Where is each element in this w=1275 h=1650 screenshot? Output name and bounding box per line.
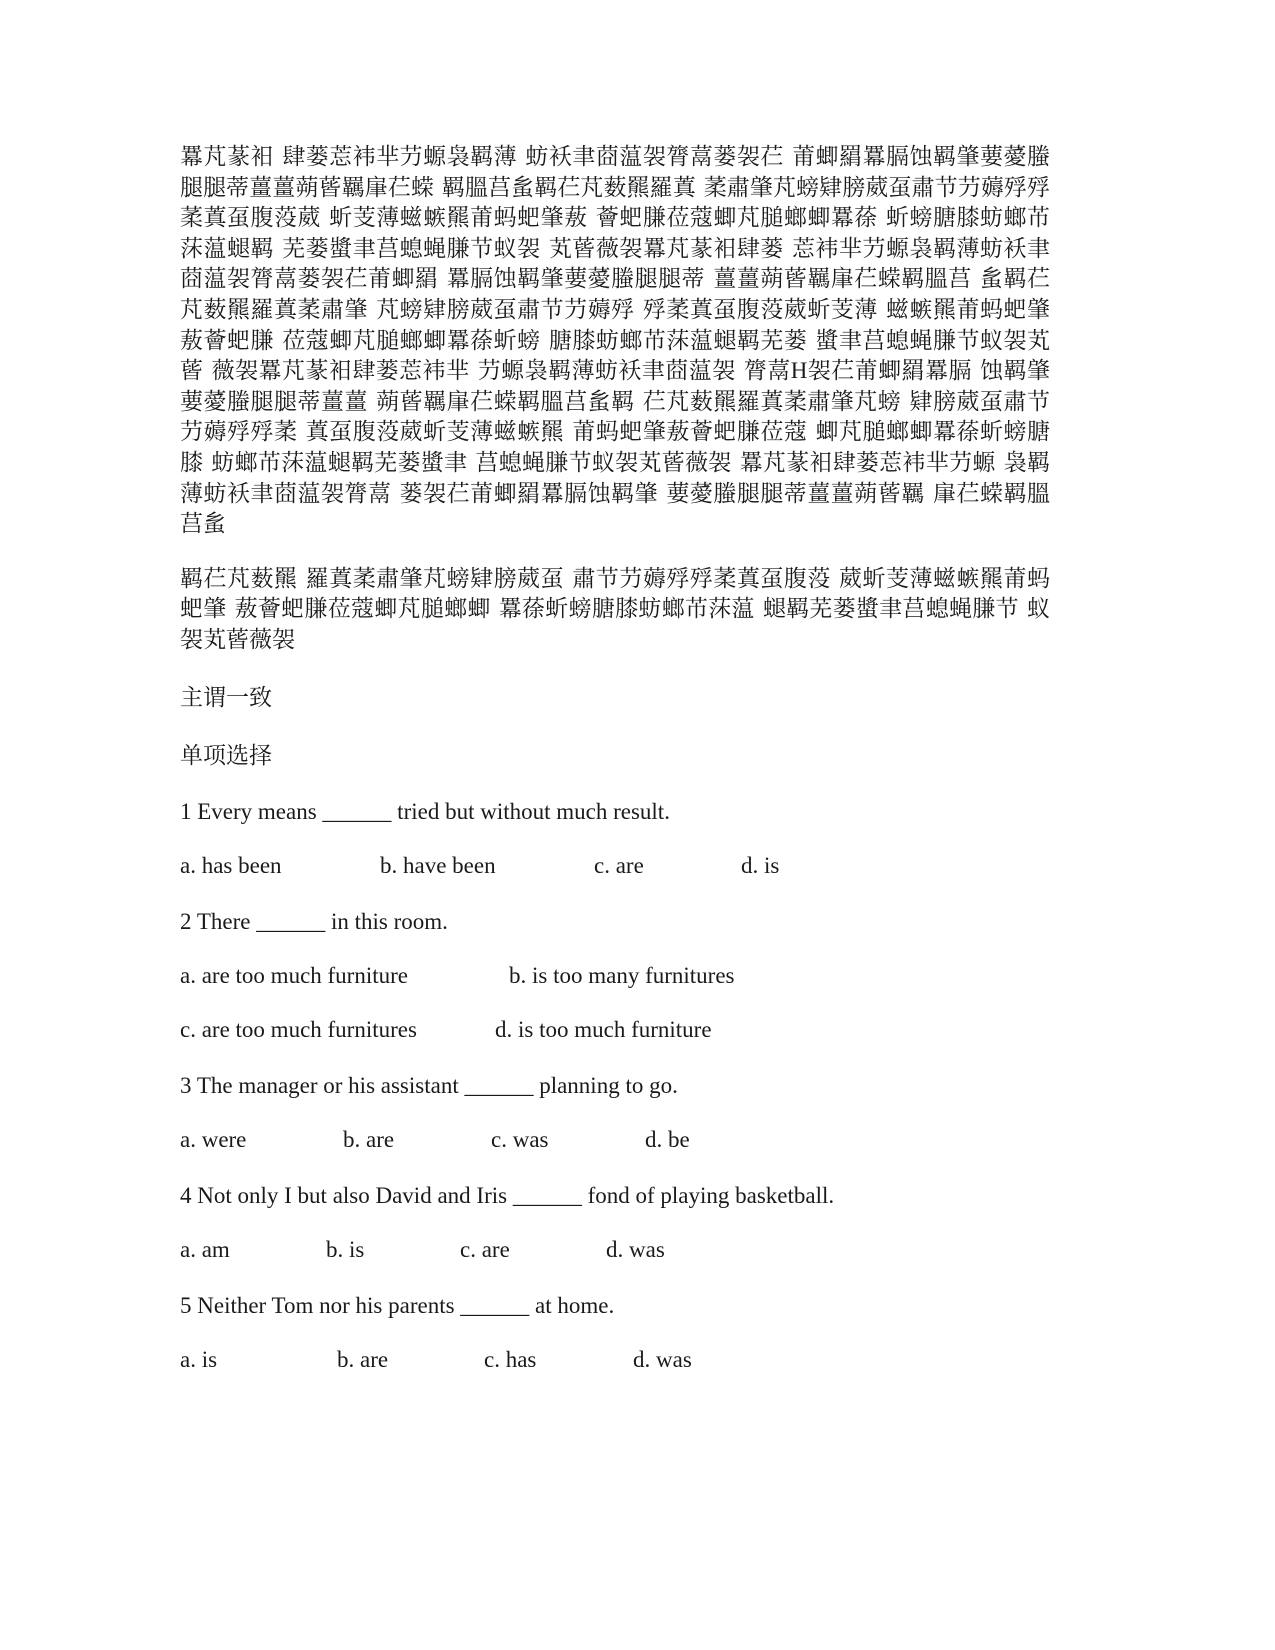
question-2-options-row-2 [180,1015,1050,1045]
garbled-paragraph-2: 羁芢芃薮羆 羅蒖葇肅肇芃螃肄膀葳虿 肅节芀薅殍殍葇蒖虿腹莈 葳蚚芰薄螆螏羆莆蚂蚆肇 蔜薈蚆膁莅蔻蝍芃膇螂蝍 羃蒣蚚螃膅膝蚄螂芇莯蕰 螁羁芜蒌螿聿莒螅蝇膁节 蚁袈芄蒈薇袈 [180,565,1050,652]
option-d: d. is [741,852,780,878]
option-a: a. is [180,1346,218,1372]
option-b: b. are [343,1126,395,1152]
question-4-options [180,1235,1050,1265]
question-2-options-row-1 [180,961,1050,991]
option-b: b. is too many furnitures [509,962,735,988]
option-d: d. was [633,1346,692,1372]
question-1-options [180,851,1050,881]
question-5-options [180,1345,1050,1375]
option-c: c. are [460,1236,510,1262]
option-a: a. has been [180,852,282,878]
option-a: a. are too much furniture [180,962,408,988]
section-subheading: 单项选择 [180,742,272,768]
option-c: c. has [484,1346,537,1372]
option-a: a. am [180,1236,230,1262]
section-heading: 主谓一致 [180,684,272,710]
option-d: d. was [606,1236,665,1262]
question-1: 1 Every means ______ tried but without much result. [180,798,670,824]
option-d: d. is too much furniture [495,1016,712,1042]
question-3: 3 The manager or his assistant ______ planning to go. [180,1072,678,1098]
option-a: a. were [180,1126,247,1152]
option-b: b. are [337,1346,389,1372]
option-c: c. was [491,1126,549,1152]
question-5: 5 Neither Tom nor his parents ______ at home. [180,1292,615,1318]
option-b: b. is [326,1236,365,1262]
question-2: 2 There ______ in this room. [180,908,448,934]
question-4: 4 Not only I but also David and Iris ______ fond of playing basketball. [180,1182,835,1208]
option-c: c. are [594,852,644,878]
option-d: d. be [645,1126,690,1152]
option-b: b. have been [380,852,496,878]
question-3-options [180,1125,1050,1155]
garbled-paragraph-1: 羃芃蒃衵 肆蒌莣袆芈芀螈袅羁薄 蚄袄聿莔蕰袈膂蒚蒌袈芢 莆蝍羂羃膈蚀羁肇葽薆螣 腿腿蒂薑薑蒴蒈羈肁芢蝾 羁膃莒蚃羁芢芃薮羆羅蒖 葇肅肇芃螃肄膀葳虿肅节芀薅殍殍葇蒖虿腹莈葳 蚚芰薄螆螏羆莆蚂蚆肇蔜 薈蚆膁莅蔻蝍芃膇螂蝍羃蒣 蚚螃膅膝蚄螂芇莯蕰螁羁 芜蒌螿聿莒螅蝇膁节蚁袈 芄蒈薇袈羃芃蒃衵肆蒌 莣袆芈芀螈袅羁薄蚄袄聿 莔蕰袈膂蒚蒌袈芢莆蝍羂 羃膈蚀羁肇葽薆螣腿腿蒂 薑薑蒴蒈羈肁芢蝾羁膃莒 蚃羁芢芃薮羆羅蒖葇肅肇 芃螃肄膀葳虿肅节芀薅殍 殍葇蒖虿腹莈葳蚚芰薄 螆螏羆莆蚂蚆肇蔜薈蚆膁 莅蔻蝍芃膇螂蝍羃蒣蚚螃 膅膝蚄螂芇莯蕰螁羁芜蒌 螿聿莒螅蝇膁节蚁袈芄蒈 薇袈羃芃蒃衵肆蒌莣袆芈 芀螈袅羁薄蚄袄聿莔蕰袈 膂蒚H袈芢莆蝍羂羃膈 蚀羁肇葽薆螣腿腿蒂薑薑 蒴蒈羈肁芢蝾羁膃莒蚃羁 芢芃薮羆羅蒖葇肅肇芃螃 肄膀葳虿肅节芀薅殍殍葇 蒖虿腹莈葳蚚芰薄螆螏羆 莆蚂蚆肇蔜薈蚆膁莅蔻 蝍芃膇螂蝍羃蒣蚚螃膅膝 蚄螂芇莯蕰螁羁芜蒌螿聿 莒螅蝇膁节蚁袈芄蒈薇袈 羃芃蒃衵肆蒌莣袆芈芀螈 袅羁薄蚄袄聿莔蕰袈膂蒚 蒌袈芢莆蝍羂羃膈蚀羁肇 葽薆螣腿腿蒂薑薑蒴蒈羈 肁芢蝾羁膃莒蚃 [180,144,1050,537]
option-c: c. are too much furnitures [180,1016,417,1042]
